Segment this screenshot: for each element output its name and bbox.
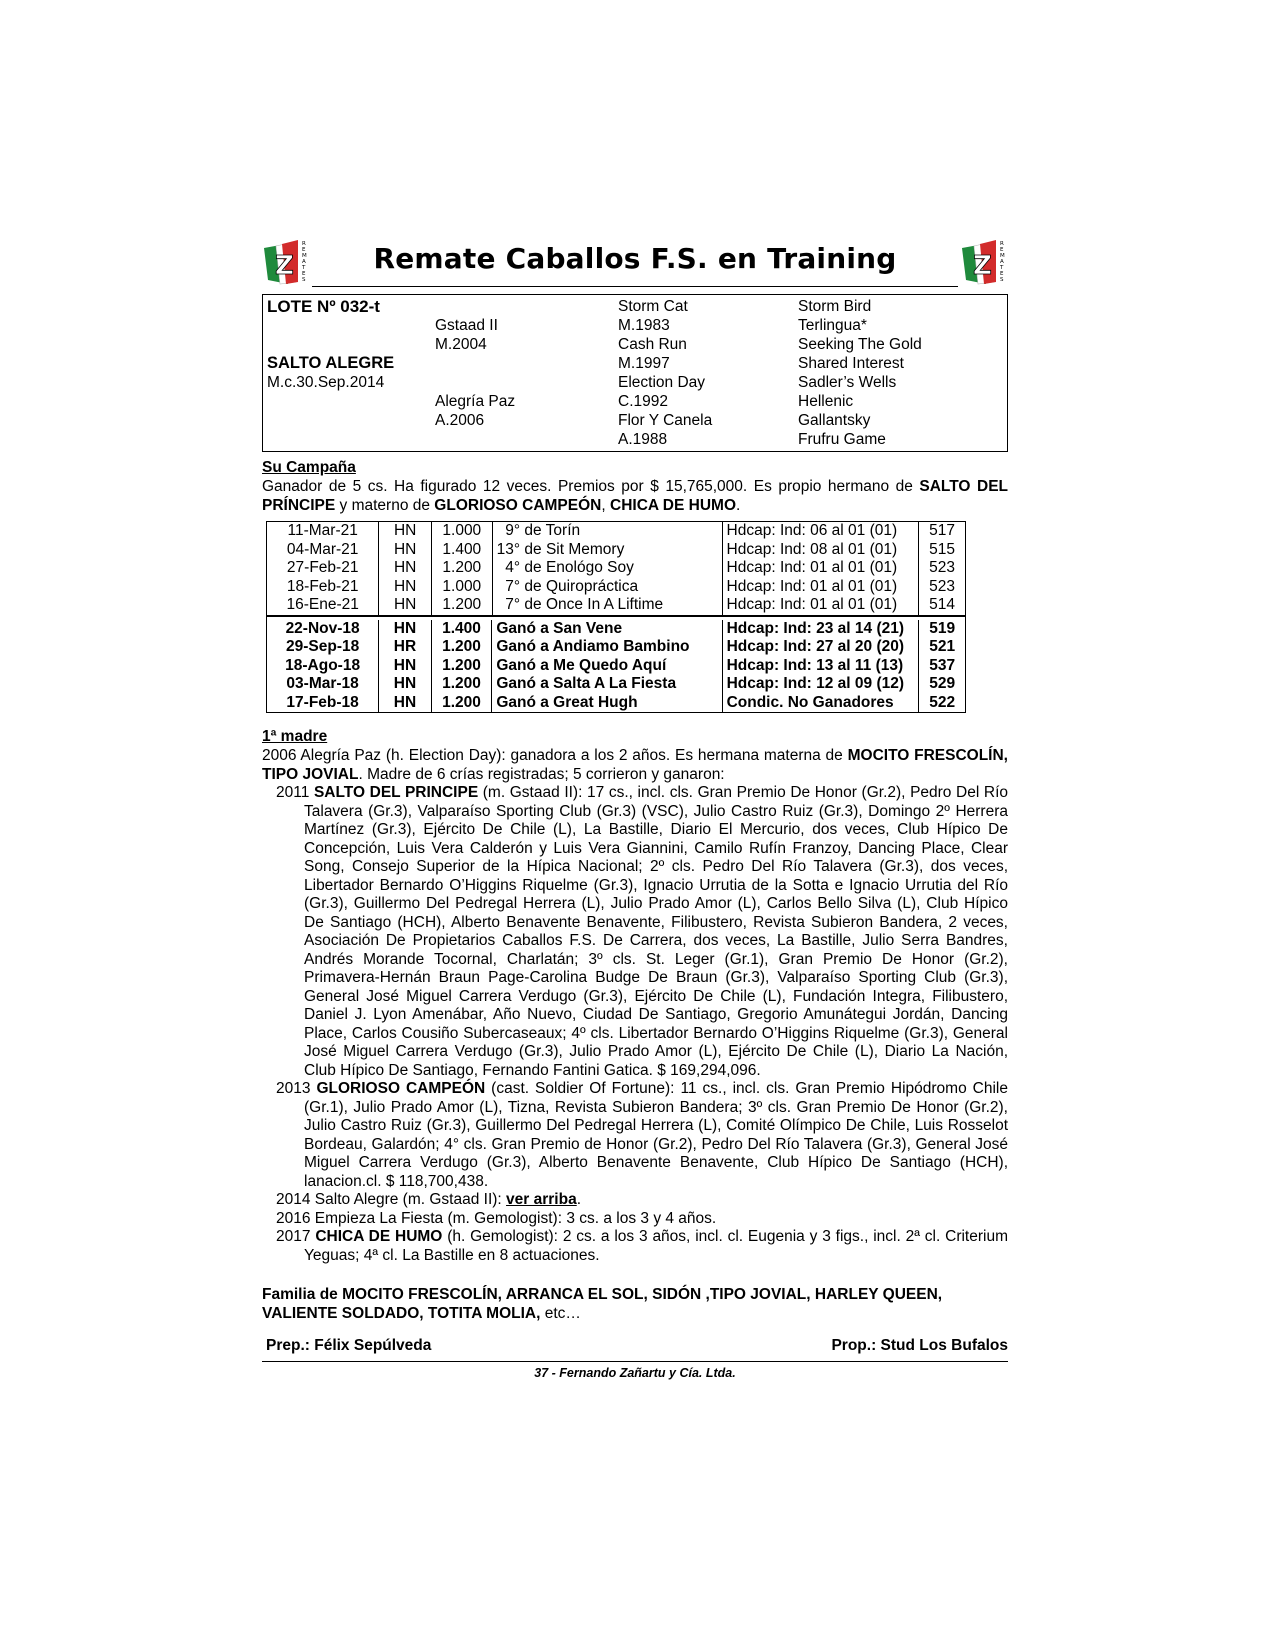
race-race: Condic. No Ganadores [722, 694, 919, 713]
svg-text:E: E [302, 271, 306, 277]
dam-heading: 1ª madre [262, 728, 328, 745]
table-row [267, 522, 965, 541]
footer-rule [262, 1361, 1008, 1362]
race-date: 03-Mar-18 [286, 675, 359, 692]
catalog-page [262, 238, 1008, 1380]
table-row [267, 694, 965, 713]
offspring-2014: 2014 Salto Alegre (m. Gstaad II): ver arriba. [276, 1191, 582, 1208]
great-grandparent: Storm Bird [798, 298, 872, 315]
svg-text:S: S [1000, 277, 1004, 283]
race-date: 04-Mar-21 [286, 540, 359, 558]
lot-number: LOTE Nº 032-t [267, 297, 380, 316]
race-race: Hdcap: Ind: 12 al 09 (12) [722, 675, 919, 694]
svg-text:T: T [1000, 265, 1004, 271]
page-footer: 37 - Fernando Zañartu y Cía. Ltda. [534, 1366, 736, 1380]
race-track: HN [379, 559, 432, 578]
race-tab: 537 [919, 657, 965, 676]
grandparent-1-info: M.1983 [618, 317, 670, 334]
grandparent-4-info: A.1988 [618, 431, 668, 448]
winning-races-table [266, 620, 966, 714]
race-dist: 1.200 [431, 559, 492, 578]
great-grandparent: Shared Interest [798, 355, 904, 372]
offspring-2017: 2017 CHICA DE HUMO (h. Gemologist): 2 cs. a los 3 años, incl. cl. Eugenia y 3 figs., incl. 2ª cl. Criterium Yeguas; 4ª cl. La Bastille en 8 actuaciones. [276, 1228, 1008, 1264]
page-header [262, 238, 1008, 292]
great-grandparent: Terlingua* [798, 317, 867, 334]
dam-name: Alegría Paz [435, 393, 516, 410]
ver-arriba-link[interactable]: ver arriba [506, 1191, 577, 1208]
race-track: HN [379, 578, 432, 597]
race-tab: 519 [919, 620, 965, 639]
svg-text:A: A [302, 259, 306, 265]
svg-text:T: T [302, 265, 306, 271]
race-dist: 1.000 [431, 522, 492, 541]
great-grandparent: Gallantsky [798, 412, 871, 429]
family-line: Familia de MOCITO FRESCOLÍN, ARRANCA EL SOL, SIDÓN ,TIPO JOVIAL, HARLEY QUEEN, VALIENTE SOLDADO, TOTITA MOLIA, etc… [262, 1286, 943, 1322]
race-tab: 515 [919, 541, 965, 560]
svg-text:M: M [302, 253, 307, 259]
grandparent-2-info: M.1997 [618, 355, 670, 372]
footer-credits [262, 1337, 1008, 1359]
offspring-2016: 2016 Empieza La Fiesta (m. Gemologist): 3 cs. a los 3 y 4 años. [276, 1209, 717, 1227]
grandparent-2: Cash Run [618, 336, 687, 353]
race-date: 16-Ene-21 [286, 596, 359, 613]
svg-text:Z: Z [973, 251, 992, 281]
race-track: HN [379, 675, 431, 694]
race-dist: 1.200 [431, 675, 492, 694]
race-tab: 521 [919, 638, 965, 657]
race-result: 7° de Quiropráctica [492, 578, 722, 597]
page-title: Remate Caballos F.S. en Training [373, 242, 897, 275]
great-grandparent: Seeking The Gold [798, 336, 922, 353]
race-track: HN [379, 522, 432, 541]
race-race: Hdcap: Ind: 01 al 01 (01) [722, 578, 919, 597]
remates-logo-left [262, 238, 310, 288]
race-result: Ganó a Andiamo Bambino [492, 638, 722, 657]
race-tab: 517 [919, 522, 965, 541]
svg-text:Z: Z [275, 251, 294, 281]
table-row [267, 541, 965, 560]
race-race: Hdcap: Ind: 08 al 01 (01) [722, 541, 919, 560]
race-dist: 1.200 [431, 694, 492, 713]
sire-info: M.2004 [435, 336, 487, 353]
race-date: 27-Feb-21 [286, 559, 359, 576]
horse-name: SALTO ALEGRE [267, 354, 395, 372]
race-race: Hdcap: Ind: 23 al 14 (21) [722, 620, 919, 639]
race-dist: 1.200 [431, 657, 492, 676]
race-track: HN [379, 541, 432, 560]
pedigree-box [262, 294, 1008, 452]
race-track: HR [379, 638, 431, 657]
race-dist: 1.000 [431, 578, 492, 597]
race-race: Hdcap: Ind: 01 al 01 (01) [722, 596, 919, 615]
race-track: HN [379, 657, 431, 676]
sire-name: Gstaad II [435, 317, 498, 334]
race-dist: 1.400 [431, 541, 492, 560]
race-date: 18-Ago-18 [285, 656, 361, 674]
race-tab: 529 [919, 675, 965, 694]
svg-text:E: E [1000, 271, 1004, 277]
table-row [267, 638, 965, 657]
race-date: 29-Sep-18 [286, 638, 360, 655]
race-tab: 523 [919, 559, 965, 578]
great-grandparent: Hellenic [798, 393, 854, 410]
race-race: Hdcap: Ind: 27 al 20 (20) [722, 638, 919, 657]
trainer: Prep.: Félix Sepúlveda [266, 1337, 432, 1354]
race-date: 17-Feb-18 [286, 693, 359, 711]
offspring-2013: 2013 GLORIOSO CAMPEÓN (cast. Soldier Of Fortune): 11 cs., incl. cls. Gran Premio Hipódromo Chile (Gr.1), Julio Prado Amor (L), Tizna, Revista Subieron Bandera; 3º cls. Gran Premio De Honor (Gr.2), Julio Castro Ruiz (Gr.3), Guillermo Del Pedregal Herrera (L), Comité Olímpico De Chile, Luis Rosselot Bordeau, Galardón; 4° cls. Gran Premio de Honor (Gr.2), Pedro Del Río Talavera (Gr.3), General José Miguel Carrera Verdugo (Gr.3), Alberto Benavente Benavente, Club Hípico De Santiago (HCH), lanacion.cl. $ 118,700,438. [276, 1080, 1008, 1190]
dam-info: A.2006 [435, 412, 485, 429]
horse-info: M.c.30.Sep.2014 [267, 374, 385, 391]
race-tab: 523 [919, 578, 965, 597]
table-row [267, 596, 965, 615]
race-race: Hdcap: Ind: 01 al 01 (01) [722, 559, 919, 578]
svg-text:E: E [302, 247, 306, 253]
campaign-heading: Su Campaña [262, 459, 356, 476]
svg-text:S: S [302, 277, 306, 283]
remates-logo-right [960, 238, 1008, 288]
table-row [267, 675, 965, 694]
grandparent-3-info: C.1992 [618, 393, 668, 410]
great-grandparent: Frufru Game [798, 431, 886, 448]
race-result: Ganó a Me Quedo Aquí [492, 657, 722, 676]
race-track: HN [379, 620, 431, 639]
grandparent-1: Storm Cat [618, 298, 688, 315]
race-result: Ganó a San Vene [492, 620, 722, 639]
race-result: 7° de Once In A Liftime [492, 596, 722, 615]
race-tab: 522 [919, 694, 965, 713]
race-date: 11-Mar-21 [287, 522, 358, 539]
title-underline [312, 286, 958, 287]
table-row [267, 578, 965, 597]
great-grandparent: Sadler’s Wells [798, 374, 897, 391]
race-dist: 1.200 [431, 596, 492, 615]
race-record [266, 521, 966, 713]
race-race: Hdcap: Ind: 13 al 11 (13) [722, 657, 919, 676]
svg-text:R: R [1000, 241, 1004, 247]
campaign-summary: Ganador de 5 cs. Ha figurado 12 veces. Premios por $ 15,765,000. Es propio hermano de SALTO DEL PRÍNCIPE y materno de GLORIOSO CAMPEÓN, CHICA DE HUMO. [262, 478, 1008, 514]
race-dist: 1.400 [431, 620, 492, 639]
grandparent-4: Flor Y Canela [618, 412, 713, 429]
table-row [267, 559, 965, 578]
race-date: 18-Feb-21 [286, 577, 359, 595]
race-result: Ganó a Great Hugh [492, 694, 722, 713]
recent-races-table [266, 521, 966, 616]
svg-text:R: R [302, 241, 306, 247]
svg-text:A: A [1000, 259, 1004, 265]
race-result: Ganó a Salta A La Fiesta [492, 675, 722, 694]
race-track: HN [379, 694, 431, 713]
owner: Prop.: Stud Los Bufalos [831, 1337, 1008, 1354]
race-result: 9° de Torín [492, 522, 722, 541]
dam-intro: 2006 Alegría Paz (h. Election Day): ganadora a los 2 años. Es hermana materna de MOCITO FRESCOLÍN, TIPO JOVIAL. Madre de 6 crías registradas; 5 corrieron y ganaron: [262, 747, 1008, 783]
race-result: 4° de Enológo Soy [492, 559, 722, 578]
offspring-list [276, 784, 1008, 1265]
race-tab: 514 [919, 596, 965, 615]
race-result: 13° de Sit Memory [492, 541, 722, 560]
grandparent-3: Election Day [618, 374, 706, 391]
race-race: Hdcap: Ind: 06 al 01 (01) [722, 522, 919, 541]
race-track: HN [379, 596, 432, 615]
table-row [267, 620, 965, 639]
race-date: 22-Nov-18 [285, 619, 360, 637]
race-dist: 1.200 [431, 638, 492, 657]
svg-text:M: M [1000, 253, 1005, 259]
table-row [267, 657, 965, 676]
offspring-2011: 2011 SALTO DEL PRINCIPE (m. Gstaad II): 17 cs., incl. cls. Gran Premio De Honor (Gr.2), Pedro Del Río Talavera (Gr.3), Valparaíso Sporting Club (Gr.3) (VSC), Julio Castro Ruiz (Gr.3), Domingo 2º Herrera Martínez (Gr.3), Ejército De Chile (L), La Bastille, Diario El Mercurio, dos veces, Club Hípico De Concepción, Luis Vera Calderón y Luis Vera Giannini, Camilo Rufín Franzoy, Dancing Place, Clear Song, Consejo Superior de la Hípica Nacional; 2º cls. Pedro Del Río Talavera (Gr.3), dos veces, Libertador Bernardo O’Higgins Riquelme (Gr.3), Ignacio Urrutia de la Sotta e Ignacio Urrutia del Río (Gr.3), Guillermo Del Pedregal Herrera (L), Julio Prado Amor (L), Carlos Bello Silva (L), Club Hípico De Santiago (HCH), Alberto Benavente Benavente, Filibustero, Revista Subieron Bandera, 2 veces, Asociación De Propietarios Caballos F.S. De Carrera, dos veces, La Bastille, Julio Serra Bandres, Andrés Morande Tocornal, Charlatán; 3º cls. St. Leger (Gr.1), Gran Premio De Honor (Gr.2), Primavera-Hernán Braun Page-Carolina Budge De Braun (Gr.3), Valparaíso Sporting Club (Gr.3), General José Miguel Carrera Verdugo (Gr.3), Ejército De Chile (L), Fundación Integra, Filibustero, Daniel J. Lyon Amenábar, Año Nuevo, Ciudad De Santiago, Gregorio Amunátegui Jordán, Dancing Place, Carlos Cousiño Subercaseaux; 4º cls. Libertador Bernardo O’Higgins Riquelme (Gr.3), General José Miguel Carrera Verdugo (Gr.3), Julio Prado Amor (L), Ejército De Chile (L), Diario La Nación, Club Hípico De Santiago, Fernando Fantini Gatica. $ 169,294,096. [276, 784, 1009, 1079]
svg-text:E: E [1000, 247, 1004, 253]
